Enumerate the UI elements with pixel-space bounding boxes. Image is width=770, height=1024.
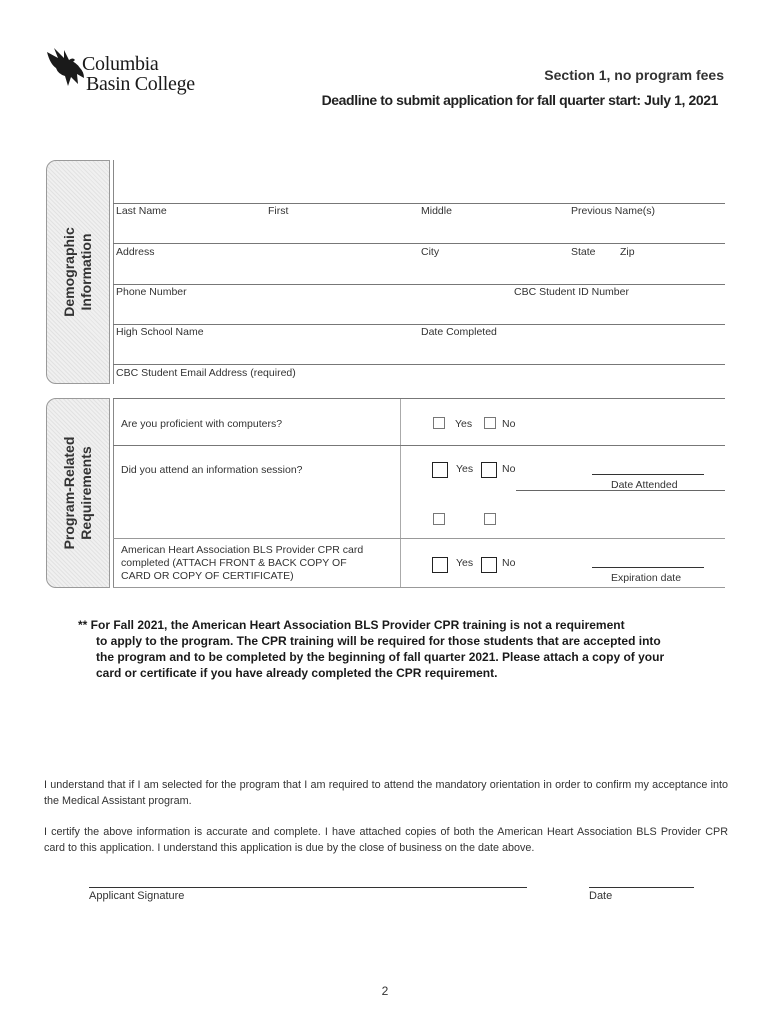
date-completed-field[interactable]: Date Completed: [421, 326, 497, 338]
first-name-field[interactable]: First: [268, 205, 289, 217]
eagle-logo-icon: [44, 44, 86, 88]
row-divider: [113, 538, 725, 539]
date-attended-line[interactable]: [592, 474, 704, 475]
program-column-divider: [400, 398, 401, 588]
phone-field[interactable]: Phone Number: [116, 286, 187, 298]
note-line-4: card or certificate if you have already completed the CPR requirement.: [96, 666, 498, 680]
demographic-tab-label: [61, 227, 95, 316]
yes-label: Yes: [456, 463, 474, 475]
student-id-field[interactable]: CBC Student ID Number: [514, 286, 629, 298]
blank-checkbox[interactable]: [484, 513, 496, 525]
info-session-question: Did you attend an information session?: [121, 464, 303, 476]
cpr-question-line-2: completed (ATTACH FRONT & BACK COPY OF: [121, 557, 347, 569]
computer-yes-checkbox[interactable]: [433, 417, 445, 429]
yes-label: Yes: [455, 418, 473, 430]
cpr-no-checkbox[interactable]: [481, 557, 497, 573]
city-field[interactable]: City: [421, 246, 440, 258]
program-requirements-tab: [46, 398, 110, 588]
yes-label: Yes: [456, 557, 474, 569]
row-divider: [113, 398, 725, 399]
no-label: No: [502, 463, 516, 475]
zip-field[interactable]: Zip: [620, 246, 635, 258]
no-label: No: [502, 418, 516, 430]
row-divider: [113, 587, 725, 588]
cpr-question-line-1: American Heart Association BLS Provider CPR card: [121, 544, 364, 556]
program-tab-line-2: Requirements: [78, 446, 94, 540]
blank-checkbox[interactable]: [433, 513, 445, 525]
computer-no-checkbox[interactable]: [484, 417, 496, 429]
program-tab-line-1: Program-Related: [61, 436, 77, 550]
signature-date-line[interactable]: [589, 887, 694, 888]
high-school-field[interactable]: High School Name: [116, 326, 204, 338]
previous-names-field[interactable]: Previous Name(s): [571, 205, 656, 217]
note-line-1: ** For Fall 2021, the American Heart Association BLS Provider CPR training is not a requirement: [78, 618, 625, 632]
college-logo-text: [82, 54, 195, 94]
session-yes-checkbox[interactable]: [432, 462, 448, 478]
session-no-checkbox[interactable]: [481, 462, 497, 478]
cpr-question-line-3: CARD OR COPY OF CERTIFICATE): [121, 570, 294, 582]
demographic-tab-line-1: Demographic: [61, 227, 77, 317]
cpr-yes-checkbox[interactable]: [432, 557, 448, 573]
demographic-divider: [113, 160, 114, 384]
row-divider: [113, 324, 725, 325]
certification-statement: I certify the above information is accurate and complete. I have attached copies of both the American Heart Association BLS Provider CPR card to this application. I understand this application is due by the close of business on the date above.: [44, 826, 728, 854]
expiration-date-line[interactable]: [592, 567, 704, 568]
row-divider: [113, 243, 725, 244]
signature-date-label: Date: [589, 890, 613, 902]
cpr-card-question: [121, 544, 391, 583]
state-field[interactable]: State: [571, 246, 596, 258]
computer-proficiency-question: Are you proficient with computers?: [121, 418, 283, 430]
row-divider: [113, 364, 725, 365]
deadline-text: Deadline to submit application for fall quarter start: July 1, 2021: [321, 92, 718, 108]
program-tab-label: [61, 437, 95, 550]
address-field[interactable]: Address: [116, 246, 155, 258]
last-name-field[interactable]: Last Name: [116, 205, 167, 217]
row-divider: [113, 203, 725, 204]
page-number: 2: [381, 984, 389, 998]
note-line-2: to apply to the program. The CPR training will be required for those students that are accepted into: [96, 634, 661, 648]
cpr-note: [78, 617, 738, 681]
no-label: No: [502, 557, 516, 569]
program-divider: [113, 398, 114, 588]
logo-line-2: Basin College: [86, 73, 195, 95]
middle-name-field[interactable]: Middle: [421, 205, 452, 217]
email-field[interactable]: CBC Student Email Address (required): [116, 367, 296, 379]
demographic-tab: [46, 160, 110, 384]
orientation-statement: I understand that if I am selected for the program that I am required to attend the mandatory orientation in order to confirm my acceptance into the Medical Assistant program.: [44, 779, 728, 807]
applicant-signature-label: Applicant Signature: [89, 890, 185, 902]
logo-line-1: Columbia: [82, 53, 159, 75]
demographic-tab-line-2: Information: [78, 233, 94, 311]
section-title: Section 1, no program fees: [544, 67, 724, 83]
expiration-date-label: Expiration date: [611, 572, 682, 584]
row-divider: [113, 284, 725, 285]
signature-line[interactable]: [89, 887, 527, 888]
date-attended-label: Date Attended: [611, 479, 678, 491]
note-line-3: the program and to be completed by the beginning of fall quarter 2021. Please attach a copy of your: [96, 650, 665, 664]
row-divider: [113, 445, 725, 446]
